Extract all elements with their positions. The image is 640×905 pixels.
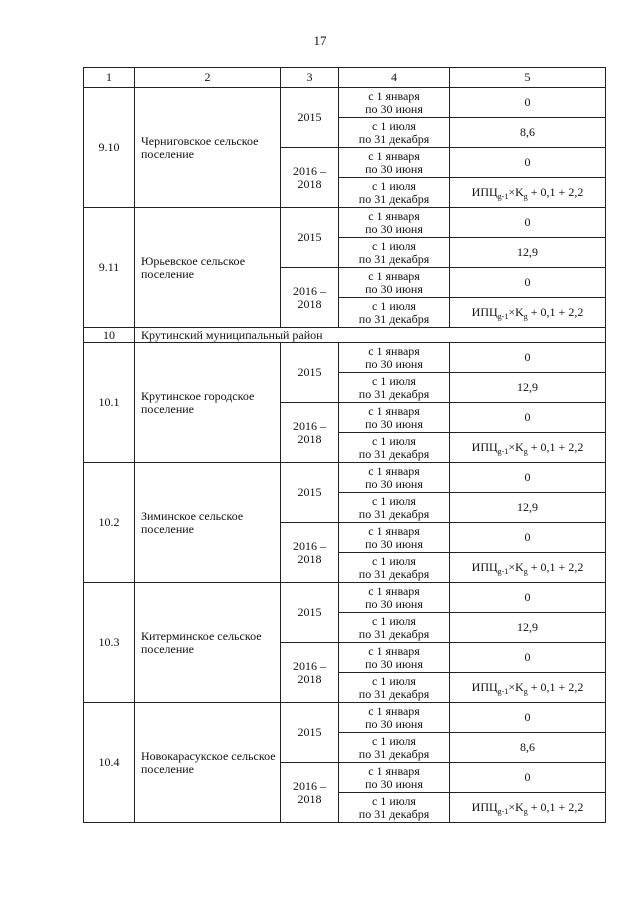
header-cell: 3 — [281, 68, 339, 88]
year-range: 2015 — [281, 343, 339, 403]
period-line: с 1 июля — [372, 613, 416, 628]
period — [339, 733, 450, 763]
district-name: Крутинский муниципальный район — [135, 328, 606, 343]
period — [339, 553, 450, 583]
district-number: 10 — [84, 328, 135, 343]
period-line: с 1 июля — [372, 793, 416, 808]
period-line: по 31 декабря — [358, 311, 430, 326]
formula-suffix: + 0,1 + 2,2 — [527, 680, 584, 694]
period-line: с 1 июля — [372, 373, 416, 388]
period — [339, 643, 450, 673]
period — [339, 373, 450, 403]
period-line: по 31 декабря — [358, 251, 430, 266]
year-range: 2015 — [281, 208, 339, 268]
value: 8,6 — [450, 118, 606, 148]
formula-subscript: g — [523, 687, 528, 696]
value — [450, 793, 606, 823]
period-line: с 1 июля — [372, 733, 416, 748]
formula-subscript: g — [523, 567, 528, 576]
table-row — [84, 703, 606, 733]
period — [339, 793, 450, 823]
formula-subscript: g — [523, 447, 528, 456]
period-line: по 31 декабря — [358, 506, 430, 521]
formula-suffix: + 0,1 + 2,2 — [527, 440, 584, 454]
value: 0 — [450, 643, 606, 673]
formula — [472, 800, 584, 814]
formula-mid: ×K — [508, 185, 524, 199]
period-line: с 1 января — [368, 268, 420, 283]
period-line: с 1 января — [368, 208, 420, 223]
period — [339, 433, 450, 463]
period-line: по 31 декабря — [358, 626, 430, 641]
formula-mid: ×K — [508, 440, 524, 454]
period-line: с 1 января — [368, 148, 420, 163]
period-line: с 1 января — [368, 88, 420, 103]
period — [339, 703, 450, 733]
period-line: с 1 июля — [372, 433, 416, 448]
formula — [472, 560, 584, 574]
value: 0 — [450, 88, 606, 118]
formula-prefix: ИПЦ — [471, 800, 498, 814]
value: 12,9 — [450, 373, 606, 403]
formula-mid: ×K — [508, 680, 524, 694]
formula-suffix: + 0,1 + 2,2 — [527, 185, 584, 199]
period — [339, 88, 450, 118]
formula — [472, 680, 584, 694]
period — [339, 583, 450, 613]
period-line: по 31 декабря — [358, 131, 430, 146]
value: 0 — [450, 763, 606, 793]
period — [339, 673, 450, 703]
formula-mid: ×K — [508, 560, 524, 574]
year-range: 2016 – 2018 — [281, 523, 339, 583]
period — [339, 298, 450, 328]
formula-prefix: ИПЦ — [471, 680, 498, 694]
formula-prefix: ИПЦ — [471, 440, 498, 454]
period-line: по 30 июня — [365, 476, 423, 491]
period-line: по 31 декабря — [358, 686, 430, 701]
period — [339, 763, 450, 793]
header-cell: 2 — [135, 68, 281, 88]
period-line: с 1 июля — [372, 493, 416, 508]
period-line: по 31 декабря — [358, 191, 430, 206]
value: 0 — [450, 208, 606, 238]
formula-prefix: ИПЦ — [471, 560, 498, 574]
period — [339, 493, 450, 523]
value: 0 — [450, 583, 606, 613]
year-range: 2016 – 2018 — [281, 643, 339, 703]
formula-subscript: g-1 — [497, 312, 509, 321]
period-line: с 1 января — [368, 583, 420, 598]
value: 0 — [450, 268, 606, 298]
value — [450, 433, 606, 463]
period-line: по 30 июня — [365, 356, 423, 371]
year-range: 2015 — [281, 463, 339, 523]
year-range: 2016 – 2018 — [281, 763, 339, 823]
formula-suffix: + 0,1 + 2,2 — [527, 305, 584, 319]
period-line: по 30 июня — [365, 221, 423, 236]
period — [339, 148, 450, 178]
period — [339, 343, 450, 373]
period-line: с 1 января — [368, 523, 420, 538]
period-line: по 30 июня — [365, 716, 423, 731]
value: 12,9 — [450, 238, 606, 268]
row-number: 10.4 — [84, 703, 135, 823]
formula — [472, 185, 584, 199]
period — [339, 268, 450, 298]
year-range: 2015 — [281, 583, 339, 643]
formula-mid: ×K — [508, 800, 524, 814]
period — [339, 403, 450, 433]
year-range: 2016 – 2018 — [281, 403, 339, 463]
formula-subscript: g — [523, 312, 528, 321]
period-line: по 30 июня — [365, 656, 423, 671]
value — [450, 178, 606, 208]
period-line: с 1 января — [368, 343, 420, 358]
header-cell: 4 — [339, 68, 450, 88]
period-line: с 1 июля — [372, 118, 416, 133]
period-line: с 1 января — [368, 763, 420, 778]
period-line: с 1 июля — [372, 553, 416, 568]
year-range: 2015 — [281, 88, 339, 148]
period-line: по 30 июня — [365, 416, 423, 431]
row-number: 10.2 — [84, 463, 135, 583]
period-line: по 31 декабря — [358, 446, 430, 461]
formula-prefix: ИПЦ — [471, 185, 498, 199]
row-number: 10.3 — [84, 583, 135, 703]
formula-subscript: g-1 — [497, 192, 509, 201]
value: 0 — [450, 703, 606, 733]
table-row — [84, 88, 606, 118]
formula-subscript: g-1 — [497, 567, 509, 576]
period-line: по 31 декабря — [358, 566, 430, 581]
header-cell: 1 — [84, 68, 135, 88]
period — [339, 238, 450, 268]
settlement-name: Зиминское сельское поселение — [135, 463, 281, 583]
period-line: с 1 января — [368, 703, 420, 718]
period — [339, 523, 450, 553]
value: 12,9 — [450, 493, 606, 523]
period-line: с 1 июля — [372, 298, 416, 313]
value — [450, 298, 606, 328]
page-number: 17 — [313, 33, 327, 48]
period-line: по 30 июня — [365, 536, 423, 551]
period — [339, 118, 450, 148]
year-range: 2016 – 2018 — [281, 268, 339, 328]
formula-suffix: + 0,1 + 2,2 — [527, 800, 584, 814]
district-row — [84, 328, 606, 343]
period — [339, 613, 450, 643]
period-line: по 31 декабря — [358, 386, 430, 401]
period-line: по 30 июня — [365, 161, 423, 176]
period — [339, 178, 450, 208]
value: 8,6 — [450, 733, 606, 763]
settlement-name: Крутинское городское поселение — [135, 343, 281, 463]
value: 0 — [450, 403, 606, 433]
formula-subscript: g — [523, 192, 528, 201]
period-line: по 31 декабря — [358, 806, 430, 821]
table-row — [84, 463, 606, 493]
value: 0 — [450, 148, 606, 178]
formula-subscript: g-1 — [497, 447, 509, 456]
table-row — [84, 583, 606, 613]
table-header-row — [84, 68, 606, 88]
header-cell: 5 — [450, 68, 606, 88]
year-range: 2015 — [281, 703, 339, 763]
period-line: с 1 января — [368, 463, 420, 478]
table-row — [84, 208, 606, 238]
value — [450, 673, 606, 703]
formula-prefix: ИПЦ — [471, 305, 498, 319]
settlement-name: Юрьевское сельское поселение — [135, 208, 281, 328]
formula — [472, 440, 584, 454]
period-line: с 1 января — [368, 403, 420, 418]
period-line: по 30 июня — [365, 596, 423, 611]
period — [339, 208, 450, 238]
period-line: с 1 июля — [372, 178, 416, 193]
period-line: с 1 июля — [372, 673, 416, 688]
formula-subscript: g-1 — [497, 807, 509, 816]
period-line: с 1 июля — [372, 238, 416, 253]
period-line: по 30 июня — [365, 281, 423, 296]
value: 0 — [450, 343, 606, 373]
formula-subscript: g-1 — [497, 687, 509, 696]
settlement-name: Черниговское сельское поселение — [135, 88, 281, 208]
row-number: 9.11 — [84, 208, 135, 328]
period-line: по 30 июня — [365, 101, 423, 116]
table-row — [84, 343, 606, 373]
period — [339, 463, 450, 493]
value: 12,9 — [450, 613, 606, 643]
value: 0 — [450, 463, 606, 493]
formula-subscript: g — [523, 807, 528, 816]
formula-mid: ×K — [508, 305, 524, 319]
formula — [472, 305, 584, 319]
period-line: по 30 июня — [365, 776, 423, 791]
value — [450, 553, 606, 583]
row-number: 9.10 — [84, 88, 135, 208]
settlement-name: Новокарасукское сельское поселение — [135, 703, 281, 823]
period-line: по 31 декабря — [358, 746, 430, 761]
period-line: с 1 января — [368, 643, 420, 658]
formula-suffix: + 0,1 + 2,2 — [527, 560, 584, 574]
tariff-table — [83, 67, 606, 823]
row-number: 10.1 — [84, 343, 135, 463]
settlement-name: Китерминское сельское поселение — [135, 583, 281, 703]
value: 0 — [450, 523, 606, 553]
year-range: 2016 – 2018 — [281, 148, 339, 208]
